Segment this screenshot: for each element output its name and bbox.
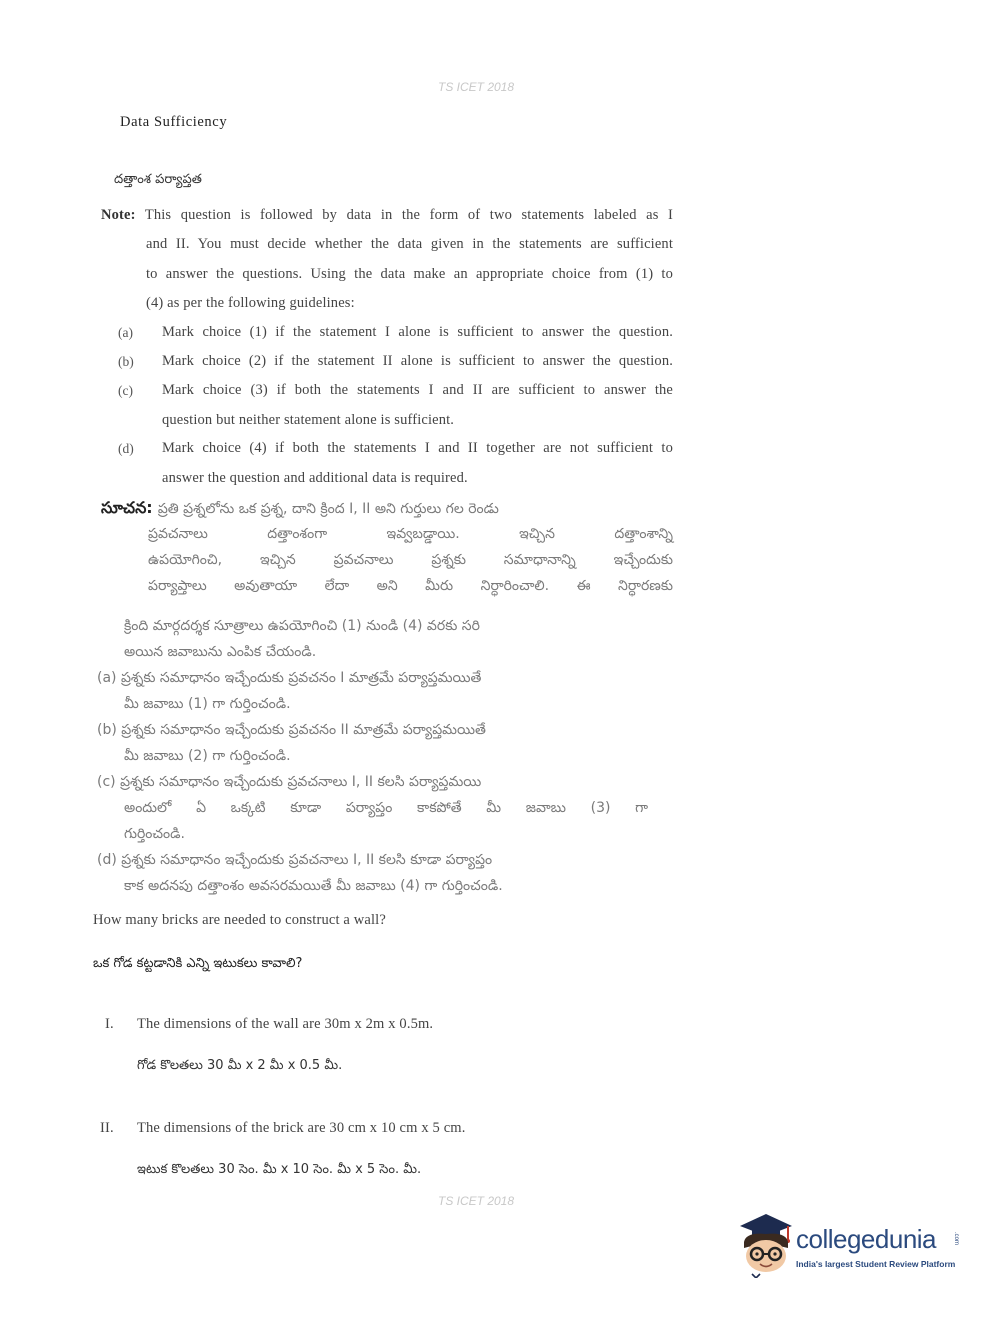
watermark-top: TS ICET 2018 — [438, 80, 515, 94]
option-d-text-1: Mark choice (4) if both the statements I and II together are not sufficient to — [162, 440, 673, 456]
statement-2-text-telugu: ఇటుక కొలతలు 30 సెం. మీ x 10 సెం. మీ x 5 సెం. మీ. — [137, 1162, 422, 1177]
statement-1-text: The dimensions of the wall are 30m x 2m x 0.5m. — [137, 1016, 434, 1032]
option-te-a-line-1: (a) ప్రశ్నకు సమాధానం ఇచ్చేందుకు ప్రవచనం I మాత్రమే పర్యాప్తమయితే — [97, 670, 482, 686]
note-line-4: (4) as per the following guidelines: — [146, 295, 355, 311]
option-te-c-line-3: గుర్తించండి. — [124, 826, 185, 842]
section-title-telugu: దత్తాంశ పర్యాప్తత — [114, 172, 202, 187]
statement-1-number: I. — [105, 1016, 114, 1032]
watermark-bottom: TS ICET 2018 — [438, 1194, 515, 1208]
option-d-letter: (d) — [118, 441, 134, 456]
note-line-2: and II. You must decide whether the data given in the statements are sufficient — [146, 236, 673, 252]
option-te-d-line-1: (d) ప్రశ్నకు సమాధానం ఇచ్చేందుకు ప్రవచనాలు I, II కలసి కూడా పర్యాప్తం — [97, 852, 493, 868]
question-text-telugu: ఒక గోడ కట్టడానికి ఎన్ని ఇటుకలు కావాలి? — [93, 956, 303, 971]
note-te-line-5: క్రింది మార్గదర్శక సూత్రాలు ఉపయోగించి (1) నుండి (4) వరకు సరి — [124, 618, 480, 634]
note-te-line-2: ప్రవచనాలు దత్తాంశంగా ఇవ్వబడ్డాయి. ఇచ్చిన దత్తాంశాన్ని — [148, 526, 673, 542]
note-label: Note: — [101, 207, 136, 223]
note-te-line-1: సూచన: ప్రతి ప్రశ్నలోను ఒక ప్రశ్న, దాని క్రింద I, II అని గుర్తులు గల రెండు — [101, 498, 499, 517]
option-d-text-2: answer the question and additional data is required. — [162, 470, 468, 486]
note-te-label: సూచన: — [101, 498, 153, 517]
statement-2-text: The dimensions of the brick are 30 cm x 10 cm x 5 cm. — [137, 1120, 466, 1136]
note-te-line-3: ఉపయోగించి, ఇచ్చిన ప్రవచనాలు ప్రశ్నకు సమాధానాన్ని ఇచ్చేందుకు — [148, 552, 673, 568]
statement-2-number: II. — [100, 1120, 114, 1136]
option-a-letter: (a) — [118, 325, 133, 340]
option-te-b-line-2: మీ జవాబు (2) గా గుర్తించండి. — [124, 748, 291, 764]
option-c-letter: (c) — [118, 383, 133, 398]
section-title: Data Sufficiency — [120, 114, 228, 130]
collegedunia-tagline: India's largest Student Review Platform — [796, 1259, 956, 1269]
option-te-b-line-1: (b) ప్రశ్నకు సమాధానం ఇచ్చేందుకు ప్రవచనం II మాత్రమే పర్యాప్తమయితే — [97, 722, 486, 738]
collegedunia-mascot-icon — [736, 1212, 796, 1278]
option-a-text: Mark choice (1) if the statement I alone is sufficient to answer the question. — [162, 324, 673, 340]
note-line-3: to answer the questions. Using the data make an appropriate choice from (1) to — [146, 266, 673, 282]
option-te-c-line-2: అందులో ఏ ఒక్కటి కూడా పర్యాప్తం కాకపోతే మీ జవాబు (3) గా — [124, 800, 648, 816]
note-te-line-4: పర్యాప్తాలు అవుతాయా లేదా అని మీరు నిర్ధారించాలి. ఈ నిర్ధారణకు — [148, 578, 673, 594]
statement-1-text-telugu: గోడ కొలతలు 30 మీ x 2 మీ x 0.5 మీ. — [137, 1058, 343, 1073]
option-b-text: Mark choice (2) if the statement II alone is sufficient to answer the question. — [162, 353, 673, 369]
collegedunia-logo-suffix: .com — [953, 1232, 959, 1246]
option-b-letter: (b) — [118, 354, 134, 369]
option-te-c-line-1: (c) ప్రశ్నకు సమాధానం ఇచ్చేందుకు ప్రవచనాలు I, II కలసి పర్యాప్తమయి — [97, 774, 482, 790]
collegedunia-logo-text: collegedunia — [796, 1224, 937, 1254]
option-te-a-line-2: మీ జవాబు (1) గా గుర్తించండి. — [124, 696, 291, 712]
note-line-1: Note: This question is followed by data in the form of two statements labeled as I — [101, 207, 673, 223]
option-c-text-1: Mark choice (3) if both the statements I and II are sufficient to answer the — [162, 382, 673, 398]
question-text: How many bricks are needed to construct a wall? — [93, 912, 386, 928]
option-te-d-line-2: కాక అదనపు దత్తాంశం అవసరమయితే మీ జవాబు (4) గా గుర్తించండి. — [124, 878, 503, 894]
option-c-text-2: question but neither statement alone is sufficient. — [162, 412, 455, 428]
note-te-line-6: అయిన జవాబును ఎంపిక చేయండి. — [124, 644, 317, 660]
